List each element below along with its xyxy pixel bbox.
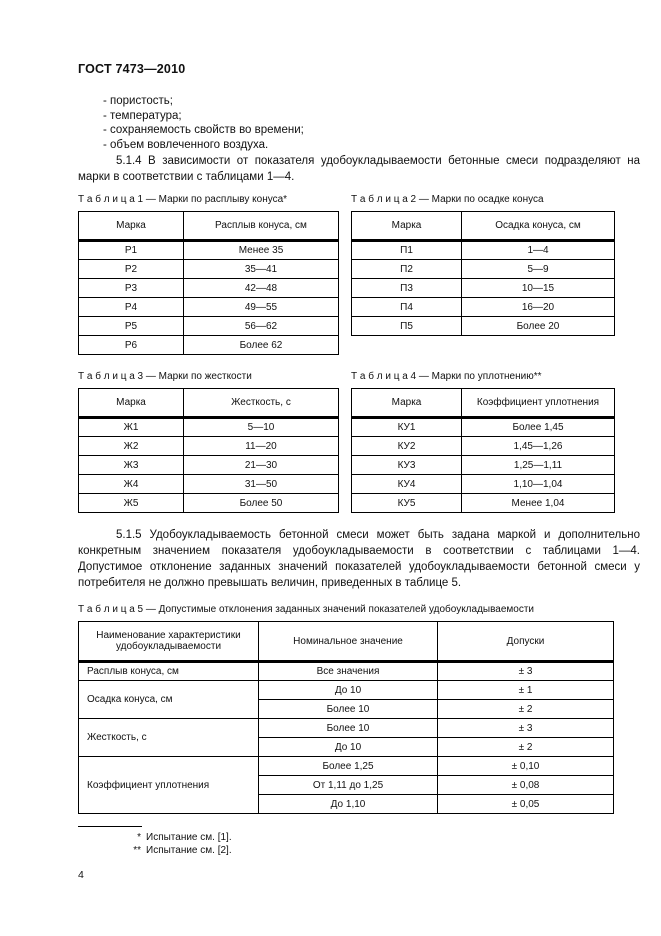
- tables-row-1: [78, 194, 640, 355]
- table-5-block: [78, 604, 640, 814]
- table-cell: Менее 35: [184, 241, 339, 260]
- table-cell: Р5: [79, 317, 184, 336]
- table-cell: Более 1,25: [259, 757, 438, 776]
- table-cell: 56—62: [184, 317, 339, 336]
- table-cell: ± 0,05: [438, 795, 614, 814]
- table-cell: До 1,10: [259, 795, 438, 814]
- column-header: Номинальное значение: [259, 622, 438, 662]
- table-cell: КУ2: [352, 437, 462, 456]
- table-cell: П3: [352, 279, 462, 298]
- table-cell: 31—50: [184, 475, 339, 494]
- table-cell: П4: [352, 298, 462, 317]
- table-cell: Ж5: [79, 494, 184, 513]
- table-3-block: [78, 371, 339, 513]
- table-cell: 5—9: [462, 260, 615, 279]
- table-cell: Менее 1,04: [462, 494, 615, 513]
- footnote: [78, 844, 640, 857]
- list-item: - пористость;: [103, 95, 173, 107]
- property-list: [103, 94, 640, 152]
- doc-header: ГОСТ 7473—2010: [78, 62, 186, 76]
- paragraph-5-1-4: 5.1.4 В зависимости от показателя удобоукладываемости бетонные смеси подразделяют на марки в соответствии с таблицами 1—4.: [78, 155, 640, 183]
- table-row: [79, 336, 339, 355]
- column-header: Наименование характеристики удобоукладываемости: [79, 622, 259, 662]
- table-cell: 1,45—1,26: [462, 437, 615, 456]
- table-row: [79, 456, 339, 475]
- table-4-block: [351, 371, 615, 513]
- table-row: [79, 317, 339, 336]
- table-cell: 11—20: [184, 437, 339, 456]
- column-header: Марка: [352, 389, 462, 418]
- table-cell: Более 1,45: [462, 418, 615, 437]
- characteristic-cell: Расплыв конуса, см: [79, 662, 259, 681]
- table-row: [79, 494, 339, 513]
- table-row: [79, 241, 339, 260]
- column-header: Марка: [352, 212, 462, 241]
- footnote-text: Испытание см. [2].: [146, 845, 232, 856]
- column-header: Марка: [79, 212, 184, 241]
- table-cell: Р3: [79, 279, 184, 298]
- column-header: Осадка конуса, см: [462, 212, 615, 241]
- list-item: - объем вовлеченного воздуха.: [103, 138, 269, 151]
- characteristic-cell: Коэффициент уплотнения: [79, 757, 259, 814]
- table-cell: Р1: [79, 241, 184, 260]
- list-item: - сохраняемость свойств во времени;: [103, 124, 304, 136]
- footnote-marker: *: [137, 832, 141, 843]
- table-header-row: [79, 389, 339, 418]
- table-2: [351, 211, 615, 336]
- table-row: [79, 719, 614, 738]
- tables-row-2: [78, 371, 640, 513]
- table-cell: 5—10: [184, 418, 339, 437]
- column-header: Расплыв конуса, см: [184, 212, 339, 241]
- column-header: Марка: [79, 389, 184, 418]
- table-1-block: [78, 194, 339, 355]
- table-cell: П2: [352, 260, 462, 279]
- table-row: [79, 260, 339, 279]
- table-cell: 1,10—1,04: [462, 475, 615, 494]
- table-4-caption: Т а б л и ц а 4 — Марки по уплотнению**: [351, 371, 542, 382]
- table-row: [79, 298, 339, 317]
- table-cell: Более 62: [184, 336, 339, 355]
- table-2-caption: Т а б л и ц а 2 — Марки по осадке конуса: [351, 194, 544, 205]
- footnote-marker: **: [133, 845, 141, 856]
- table-cell: Ж2: [79, 437, 184, 456]
- characteristic-cell: Жесткость, с: [79, 719, 259, 757]
- table-row: [352, 494, 615, 513]
- table-cell: До 10: [259, 738, 438, 757]
- table-3-caption: Т а б л и ц а 3 — Марки по жесткости: [78, 371, 252, 382]
- footnote: [78, 831, 640, 844]
- table-cell: 1—4: [462, 241, 615, 260]
- paragraph-5-1-5: 5.1.5 Удобоукладываемость бетонной смеси может быть задана маркой и дополнительно конкретным значением показателя удобоукладываемости в соответствии с таблицами 1—4. Допустимое отклонение заданных значений показателей удобоукладываемости бетонной смеси у потребителя не должно превышать величин, приведенных в таблице 5.: [78, 529, 640, 589]
- table-cell: Р4: [79, 298, 184, 317]
- characteristic-cell: Осадка конуса, см: [79, 681, 259, 719]
- table-5: [78, 621, 614, 814]
- table-cell: ± 0,10: [438, 757, 614, 776]
- table-cell: 21—30: [184, 456, 339, 475]
- table-row: [352, 298, 615, 317]
- table-row: [79, 279, 339, 298]
- table-cell: Ж4: [79, 475, 184, 494]
- table-cell: Более 20: [462, 317, 615, 336]
- table-row: [79, 418, 339, 437]
- table-cell: Р6: [79, 336, 184, 355]
- table-row: [352, 317, 615, 336]
- table-cell: КУ3: [352, 456, 462, 475]
- table-cell: ± 3: [438, 719, 614, 738]
- table-row: [352, 241, 615, 260]
- table-row: [79, 662, 614, 681]
- table-row: [79, 757, 614, 776]
- table-cell: 49—55: [184, 298, 339, 317]
- table-2-block: [351, 194, 615, 336]
- footnote-text: Испытание см. [1].: [146, 832, 232, 843]
- table-row: [79, 681, 614, 700]
- table-4: [351, 388, 615, 513]
- table-cell: От 1,11 до 1,25: [259, 776, 438, 795]
- table-cell: КУ4: [352, 475, 462, 494]
- table-header-row: [352, 212, 615, 241]
- table-cell: ± 0,08: [438, 776, 614, 795]
- table-cell: КУ5: [352, 494, 462, 513]
- table-row: [352, 418, 615, 437]
- table-cell: 1,25—1,11: [462, 456, 615, 475]
- table-row: [352, 456, 615, 475]
- table-row: [79, 437, 339, 456]
- table-row: [79, 475, 339, 494]
- footnote-block: [78, 826, 640, 857]
- table-row: [352, 437, 615, 456]
- table-cell: КУ1: [352, 418, 462, 437]
- column-header: Жесткость, с: [184, 389, 339, 418]
- table-row: [352, 260, 615, 279]
- table-1-caption: Т а б л и ц а 1 — Марки по расплыву конуса*: [78, 194, 288, 205]
- table-cell: ± 2: [438, 700, 614, 719]
- footnote-separator: [78, 826, 142, 827]
- column-header: Коэффициент уплотнения: [462, 389, 615, 418]
- table-cell: П1: [352, 241, 462, 260]
- table-cell: 42—48: [184, 279, 339, 298]
- table-row: [352, 475, 615, 494]
- table-1: [78, 211, 339, 355]
- table-cell: ± 3: [438, 662, 614, 681]
- table-5-caption: Т а б л и ц а 5 — Допустимые отклонения заданных значений показателей удобоукладываемости: [78, 604, 535, 615]
- table-row: [352, 279, 615, 298]
- table-header-row: [352, 389, 615, 418]
- table-cell: П5: [352, 317, 462, 336]
- page-number: 4: [78, 869, 84, 881]
- table-cell: Ж1: [79, 418, 184, 437]
- table-cell: 16—20: [462, 298, 615, 317]
- table-header-row: [79, 212, 339, 241]
- table-cell: Ж3: [79, 456, 184, 475]
- list-item: - температура;: [103, 109, 182, 122]
- table-cell: 10—15: [462, 279, 615, 298]
- table-cell: Все значения: [259, 662, 438, 681]
- table-cell: 35—41: [184, 260, 339, 279]
- table-cell: Более 50: [184, 494, 339, 513]
- table-cell: Р2: [79, 260, 184, 279]
- table-header-row: [79, 622, 614, 662]
- table-cell: ± 1: [438, 681, 614, 700]
- table-cell: Более 10: [259, 700, 438, 719]
- table-cell: ± 2: [438, 738, 614, 757]
- table-3: [78, 388, 339, 513]
- table-cell: До 10: [259, 681, 438, 700]
- column-header: Допуски: [438, 622, 614, 662]
- table-cell: Более 10: [259, 719, 438, 738]
